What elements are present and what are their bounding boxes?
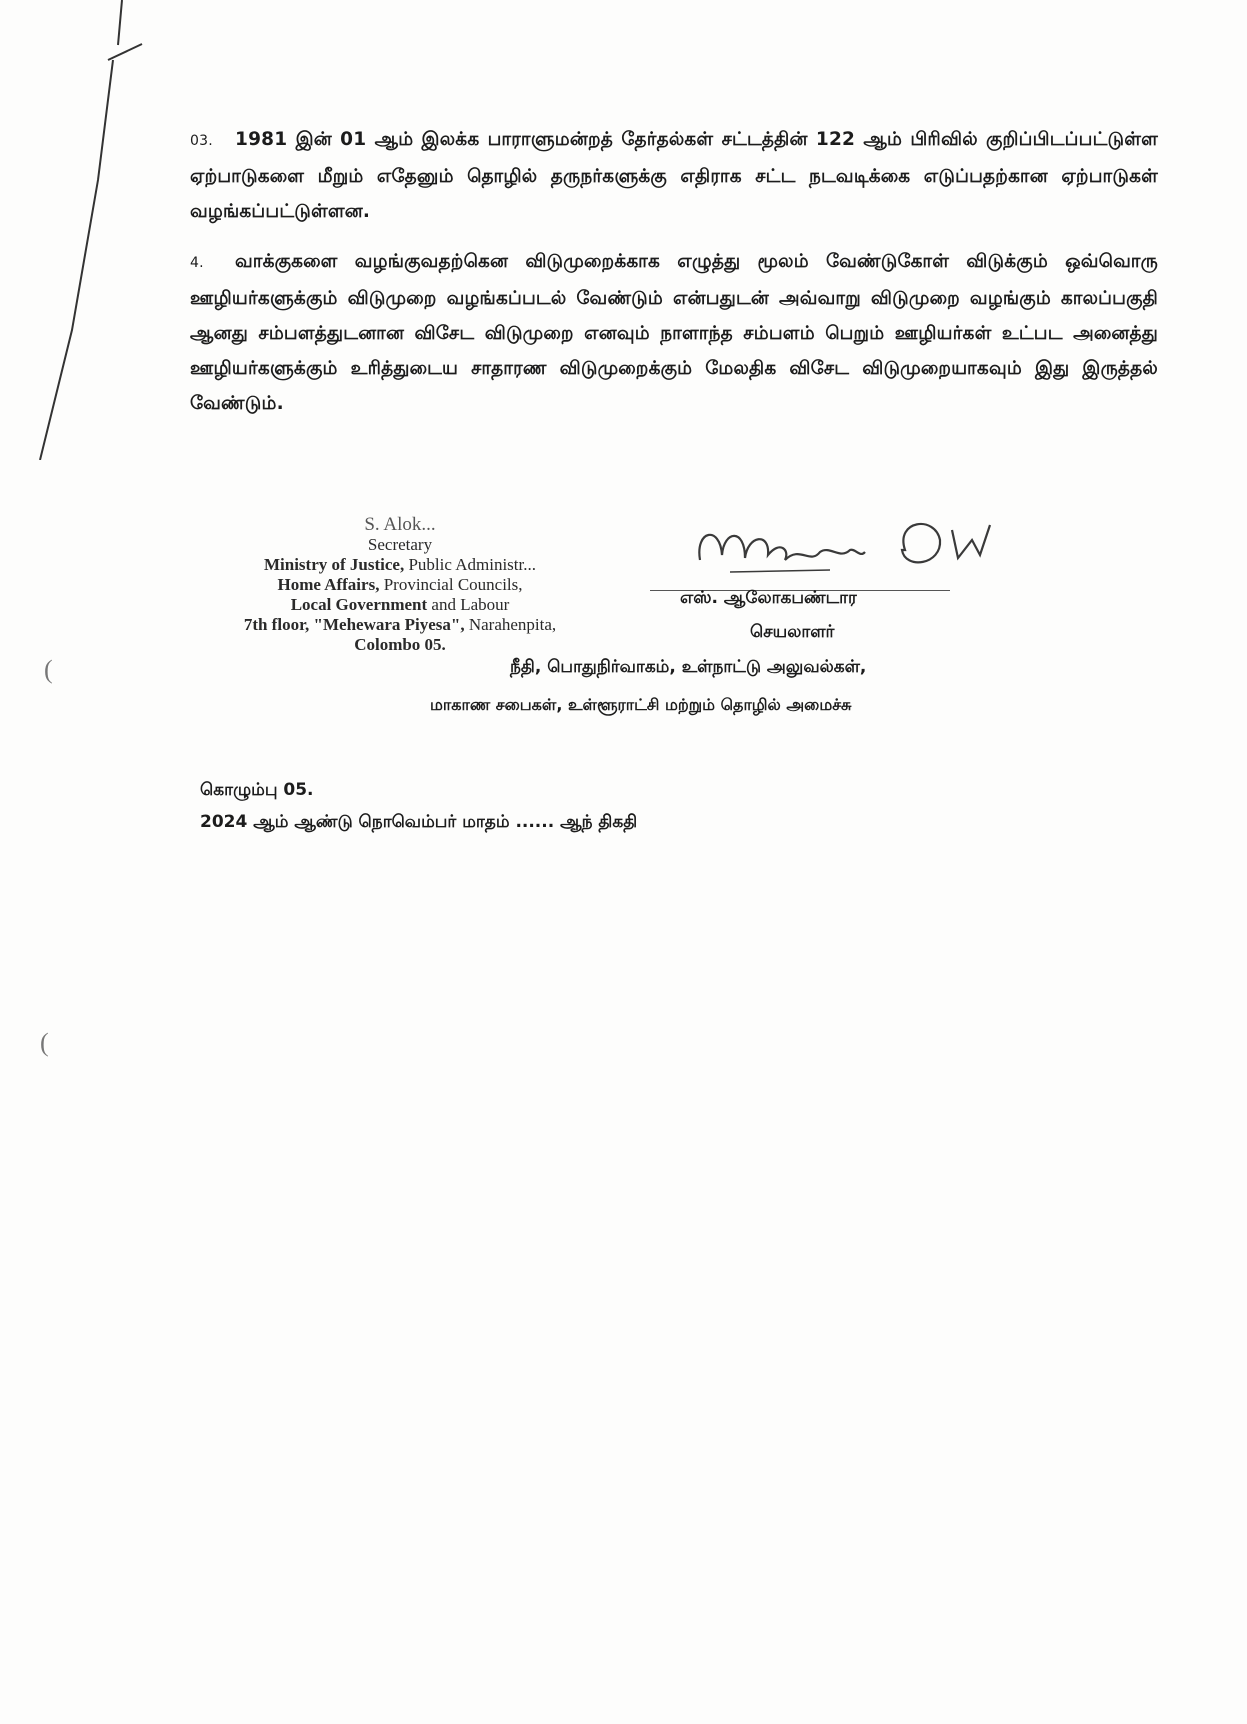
stamp-line-4: 7th floor, "Mehewara Piyesa", Narahenpita,	[243, 615, 557, 634]
handwritten-signature	[690, 510, 1010, 585]
stamp-name: S. Alok...	[364, 514, 436, 535]
official-stamp	[220, 515, 580, 655]
paragraph-3-number: 03.	[190, 133, 213, 149]
ministry-line-1: நீதி, பொதுநிர்வாகம், உள்நாட்டு அலுவல்கள்,	[510, 657, 867, 677]
stamp-title: Secretary	[367, 535, 433, 554]
paragraph-3	[190, 122, 1158, 229]
stamp-line-1: Ministry of Justice, Public Administr...	[263, 555, 536, 574]
paragraph-3-text: 1981 இன் 01 ஆம் இலக்க பாராளுமன்றத் தேர்தல்கள் சட்டத்தின் 122 ஆம் பிரிவில் குறிப்பிடப்பட்டுள்ள ஏற்பாடுகளை மீறும் எதேனும் தொழில் தருநர்களுக்கு எதிராக சட்ட நடவடிக்கை எடுப்பதற்கான ஏற்பாடுகள் வழங்கப்பட்டுள்ளன.	[190, 129, 1158, 222]
stamp-line-2: Home Affairs, Provincial Councils,	[277, 575, 523, 594]
margin-pen-mark	[0, 0, 160, 460]
place-line: கொழும்பு 05.	[200, 780, 314, 800]
stamp-line-3: Local Government and Labour	[290, 595, 510, 614]
signatory-name: எஸ். ஆலோகபண்டார	[680, 588, 857, 608]
paragraph-4	[190, 244, 1158, 421]
signatory-title: செயலாளர்	[750, 622, 835, 642]
paragraph-4-number: 4.	[190, 255, 204, 271]
ministry-line-2: மாகாண சபைகள், உள்ளூராட்சி மற்றும் தொழில் அமைச்சு	[430, 695, 852, 714]
date-line: 2024 ஆம் ஆண்டு நொவெம்பர் மாதம் ...... ஆந் திகதி	[200, 812, 638, 832]
margin-mark-2: (	[40, 1028, 49, 1057]
paragraph-4-text: வாக்குகளை வழங்குவதற்கென விடுமுறைக்காக எழுத்து மூலம் வேண்டுகோள் விடுக்கும் ஒவ்வொரு ஊழியர்களுக்கும் விடுமுறை வழங்கப்படல் வேண்டும் என்பதுடன் அவ்வாறு விடுமுறை வழங்கும் காலப்பகுதி ஆனது சம்பளத்துடனான விசேட விடுமுறை எனவும் நாளாந்த சம்பளம் பெறும் ஊழியர்கள் உட்பட அனைத்து ஊழியர்களுக்கும் உரித்துடைய சாதாரண விடுமுறைக்கும் மேலதிக விசேட விடுமுறையாகவும் இது இருத்தல் வேண்டும்.	[190, 251, 1158, 414]
margin-mark-1: (	[44, 655, 53, 684]
stamp-line-5: Colombo 05.	[354, 635, 446, 654]
